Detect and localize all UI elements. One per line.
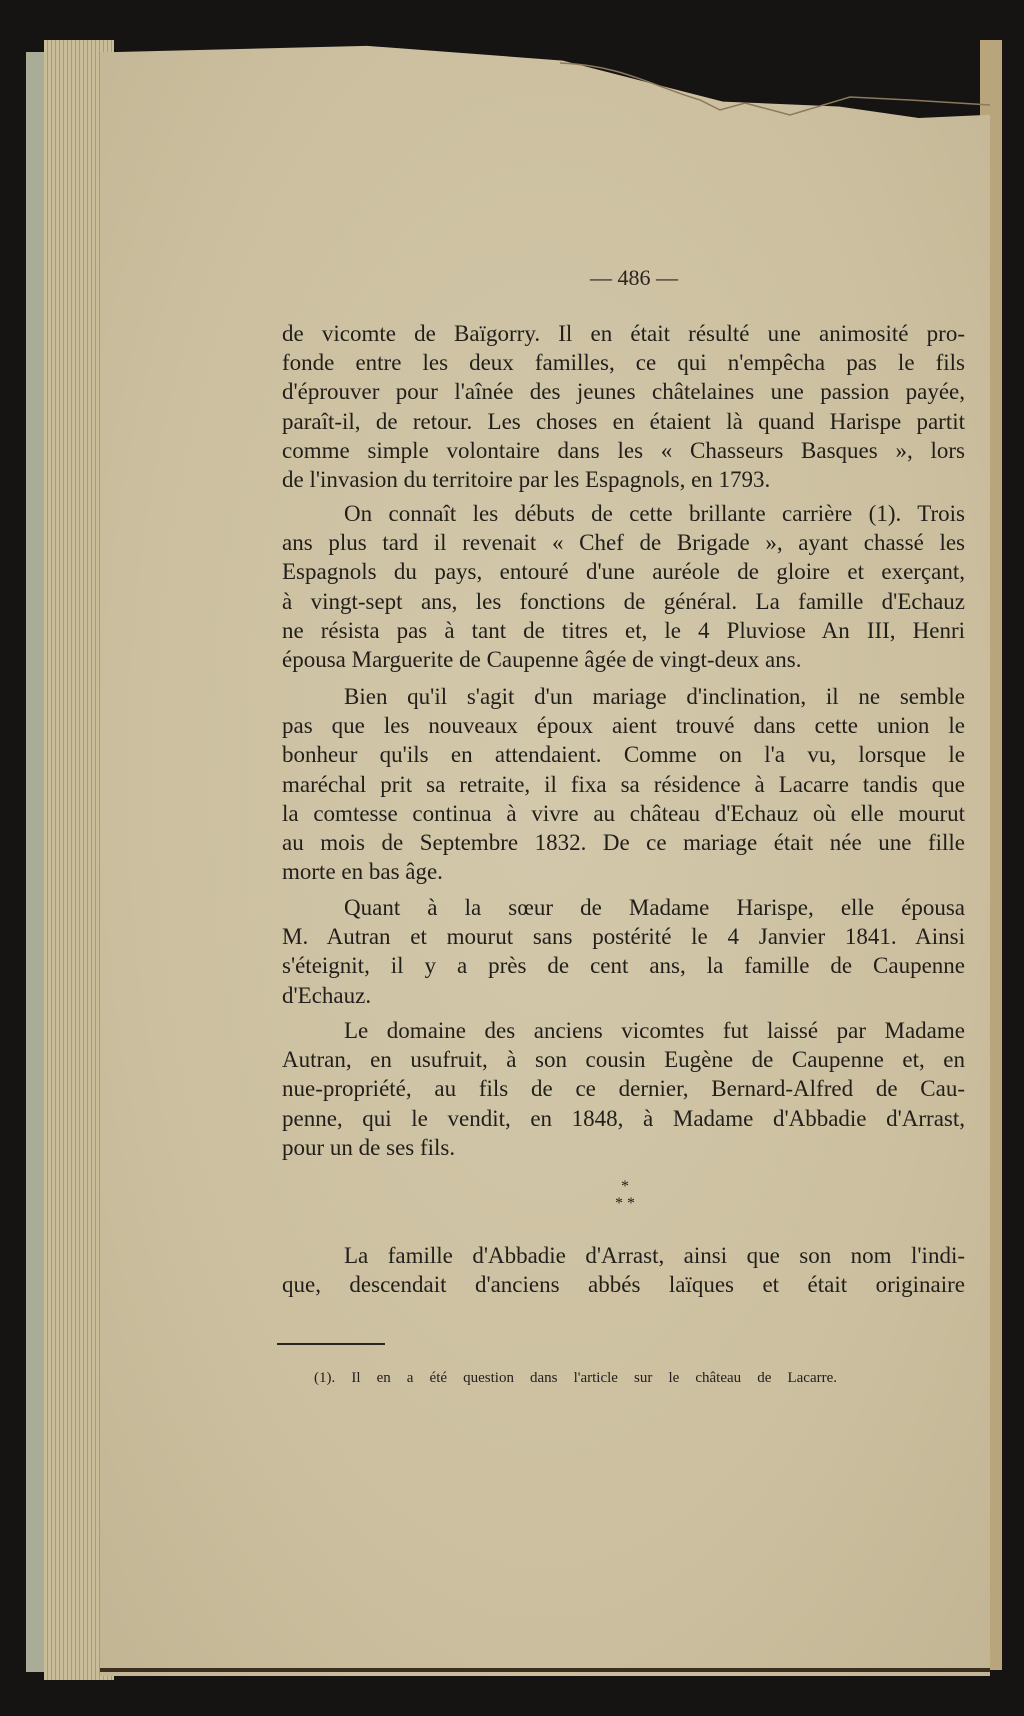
text-line: pas que les nouveaux époux aient trouvé dans cette union le [282,713,965,739]
text-line: fonde entre les deux familles, ce qui n'empêcha pas le fils [282,350,965,376]
text-line: à vingt-sept ans, les fonctions de général. La famille d'Echauz [282,588,965,614]
text-line: nue-propriété, au fils de ce dernier, Bernard-Alfred de Cau- [282,1076,965,1102]
text-line: penne, qui le vendit, en 1848, à Madame d'Abbadie d'Arrast, [282,1105,965,1131]
asterisk-bottom: * * [615,1195,635,1212]
paragraph-6 [282,1241,965,1299]
text-line: maréchal prit sa retraite, il fixa sa résidence à Lacarre tandis que [282,771,965,797]
text-line: épousa Marguerite de Caupenne âgée de vingt-deux ans. [282,646,802,672]
paragraph-5 [282,1016,965,1162]
text-line: On connaît les débuts de cette brillante carrière (1). Trois [344,501,965,526]
page-number: — 486 — [590,265,678,290]
text-line: ne résista pas à tant de titres et, le 4 Pluviose An III, Henri [282,617,965,643]
text-line: s'éteignit, il y a près de cent ans, la famille de Caupenne [282,953,965,979]
text-line: d'éprouver pour l'aînée des jeunes châtelaines une passion payée, [282,379,965,405]
asterisk-top: * [621,1178,629,1195]
text-line: Le domaine des anciens vicomtes fut laissé par Madame [344,1018,965,1043]
text-line: M. Autran et mourut sans postérité le 4 Janvier 1841. Ainsi [282,924,965,950]
text-line: la comtesse continua à vivre au château d'Echauz où elle mourut [282,800,965,826]
text-line: morte en bas âge. [282,859,443,885]
text-line: bonheur qu'ils en attendaient. Comme on l'a vu, lorsque le [282,742,965,768]
paragraph-3 [282,682,965,886]
text-line: pour un de ses fils. [282,1134,456,1160]
paragraph-2 [282,499,965,674]
text-line: paraît-il, de retour. Les choses en étaient là quand Harispe partit [282,408,965,434]
footnote: (1). Il en a été question dans l'article sur le château de Lacarre. [314,1370,837,1386]
text-line: Quant à la sœur de Madame Harispe, elle épousa [344,895,965,920]
text-line: de l'invasion du territoire par les Espagnols, en 1793. [282,466,771,492]
text-line: au mois de Septembre 1832. De ce mariage était née une fille [282,829,965,855]
paragraph-4 [282,893,965,1010]
text-line: Bien qu'il s'agit d'un mariage d'inclination, il ne semble [344,684,965,709]
paragraph-1 [282,319,965,494]
text-line: La famille d'Abbadie d'Arrast, ainsi que son nom l'indi- [344,1243,965,1268]
text-line: Espagnols du pays, entouré d'une auréole de gloire et exerçant, [282,559,965,585]
text-line: Autran, en usufruit, à son cousin Eugène de Caupenne et, en [282,1047,965,1073]
text-line: ans plus tard il revenait « Chef de Brigade », ayant chassé les [282,530,965,556]
torn-paper-edge [560,55,990,145]
page-bottom-edge [100,1668,990,1672]
text-line: que, descendait d'anciens abbés laïques et était originaire [282,1272,965,1298]
text-line: comme simple volontaire dans les « Chasseurs Basques », lors [282,437,965,463]
footnote-rule [277,1343,385,1345]
text-line: de vicomte de Baïgorry. Il en était résulté une animosité pro- [282,321,965,346]
section-separator [600,1178,650,1212]
text-line: d'Echauz. [282,982,372,1008]
